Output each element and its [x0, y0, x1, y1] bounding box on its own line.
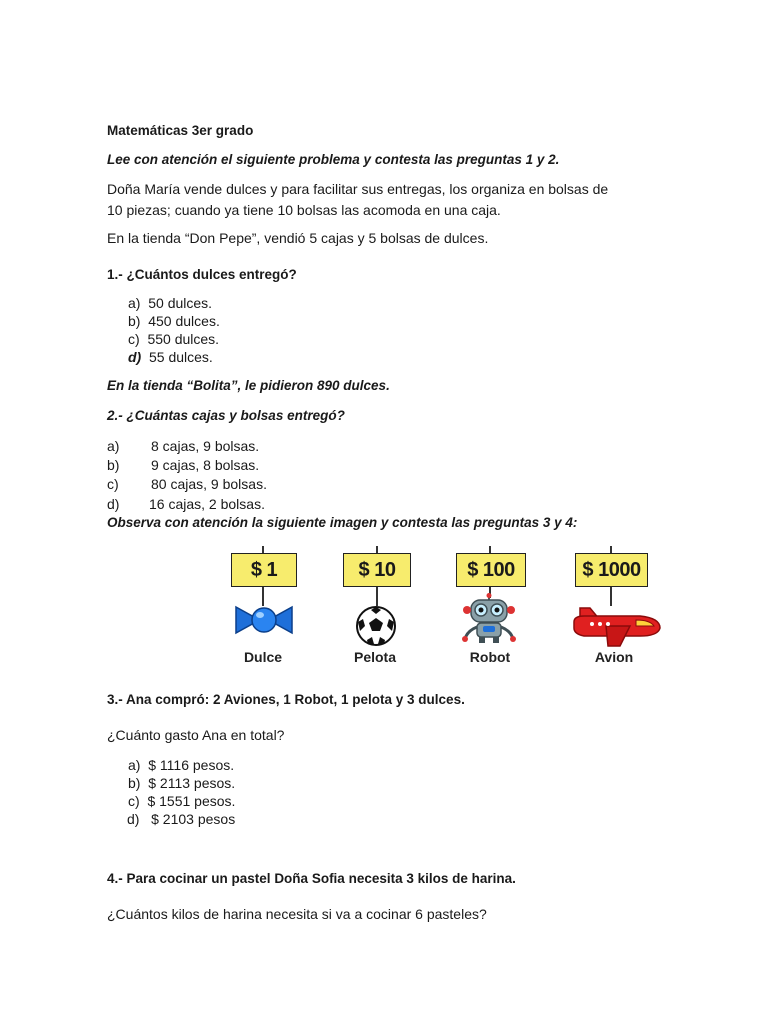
- q2-option-b-text: 9 cajas, 8 bolsas.: [151, 457, 260, 473]
- option-text: 550 dulces.: [147, 331, 220, 347]
- q2-option-d-letter: d): [107, 496, 120, 512]
- question-1: 1.- ¿Cuántos dulces entregó?: [107, 267, 297, 282]
- q1-option-d: [128, 349, 213, 365]
- question-4-sub: ¿Cuántos kilos de harina necesita si va a cocinar 6 pasteles?: [107, 906, 487, 922]
- option-letter: b): [128, 775, 141, 791]
- robot-icon: [459, 593, 519, 645]
- option-letter: d): [128, 349, 142, 365]
- option-letter: a): [128, 295, 141, 311]
- page-title: Matemáticas 3er grado: [107, 123, 254, 138]
- q2-option-b-letter: b): [107, 457, 120, 473]
- q2-option-c-text: 80 cajas, 9 bolsas.: [151, 476, 267, 492]
- option-letter: c): [128, 793, 140, 809]
- caption-pelota: Pelota: [353, 649, 396, 665]
- question-3: 3.- Ana compró: 2 Aviones, 1 Robot, 1 pelota y 3 dulces.: [107, 692, 465, 707]
- option-text: $ 1551 pesos.: [147, 793, 236, 809]
- q1-option-b: [128, 313, 220, 329]
- price-tag-robot: $ 100: [456, 553, 526, 587]
- instruction-2: En la tienda “Bolita”, le pidieron 890 dulces.: [107, 378, 390, 393]
- option-text: 450 dulces.: [148, 313, 220, 329]
- q2-option-a-letter: a): [107, 438, 120, 454]
- q3-option-a: [128, 757, 234, 773]
- option-text: $ 1116 pesos.: [148, 757, 235, 773]
- q2-option-a-text: 8 cajas, 9 bolsas.: [151, 438, 260, 454]
- question-2: 2.- ¿Cuántas cajas y bolsas entregó?: [107, 408, 345, 423]
- soccer-ball-icon: [355, 605, 397, 647]
- q1-option-a: [128, 295, 212, 311]
- q3-option-c: [128, 793, 235, 809]
- paragraph-1-line-1: Doña María vende dulces y para facilitar sus entregas, los organiza en bolsas de: [107, 181, 609, 197]
- question-3-sub: ¿Cuánto gasto Ana en total?: [107, 727, 285, 743]
- instruction-1: Lee con atención el siguiente problema y contesta las preguntas 1 y 2.: [107, 152, 560, 167]
- q2-option-d-text: 16 cajas, 2 bolsas.: [149, 496, 265, 512]
- question-4: 4.- Para cocinar un pastel Doña Sofia necesita 3 kilos de harina.: [107, 871, 516, 886]
- caption-dulce: Dulce: [243, 649, 283, 665]
- price-tag-avion: $ 1000: [575, 553, 648, 587]
- option-letter: a): [128, 757, 141, 773]
- q3-option-b: [128, 775, 235, 791]
- price-tag-dulce: $ 1: [231, 553, 297, 587]
- price-tag-pelota: $ 10: [343, 553, 411, 587]
- caption-avion: Avion: [594, 649, 634, 665]
- q2-option-c-letter: c): [107, 476, 119, 492]
- option-text: 50 dulces.: [148, 295, 213, 311]
- option-text: $ 2103 pesos: [151, 811, 236, 827]
- instruction-3: Observa con atención la siguiente imagen y contesta las preguntas 3 y 4:: [107, 515, 578, 530]
- paragraph-2: En la tienda “Don Pepe”, vendió 5 cajas y 5 bolsas de dulces.: [107, 230, 489, 246]
- q1-option-c: [128, 331, 219, 347]
- candy-icon: [234, 603, 294, 637]
- caption-robot: Robot: [469, 649, 511, 665]
- q3-option-d: [127, 811, 235, 827]
- option-text: $ 2113 pesos.: [148, 775, 236, 791]
- option-text: 55 dulces.: [149, 349, 213, 365]
- option-letter: d): [127, 811, 140, 827]
- option-letter: c): [128, 331, 140, 347]
- airplane-icon: [570, 602, 664, 648]
- option-letter: b): [128, 313, 141, 329]
- paragraph-1-line-2: 10 piezas; cuando ya tiene 10 bolsas las acomoda en una caja.: [107, 202, 501, 218]
